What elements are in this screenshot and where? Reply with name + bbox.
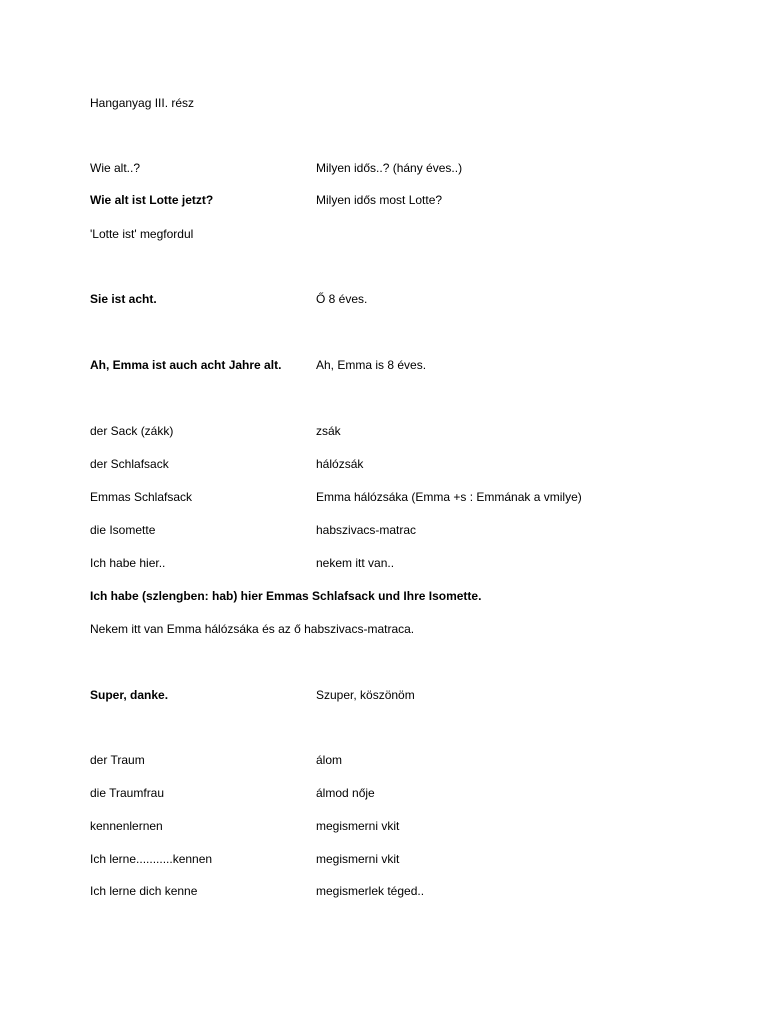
row-hu: nekem itt van.. [316, 556, 395, 570]
row-de: Ich lerne dich kenne [90, 884, 198, 898]
row-hu: álmod nője [316, 786, 375, 800]
row-de: Sie ist acht. [90, 292, 157, 306]
row-de: 'Lotte ist' megfordul [90, 227, 194, 241]
document-title: Hanganyag III. rész [90, 96, 195, 110]
row-de: der Traum [90, 753, 145, 767]
row-hu: Ő 8 éves. [316, 292, 368, 306]
sentence-hu: Nekem itt van Emma hálózsáka és az ő habszivacs-matraca. [90, 622, 415, 636]
row-de: Ich habe hier.. [90, 556, 166, 570]
row-de: Super, danke. [90, 688, 169, 702]
row-hu: megismerni vkit [316, 819, 400, 833]
row-de: der Schlafsack [90, 457, 169, 471]
row-hu: zsák [316, 424, 341, 438]
row-hu: álom [316, 753, 343, 767]
row-hu: hálózsák [316, 457, 364, 471]
row-hu: Szuper, köszönöm [316, 688, 415, 702]
row-de: Wie alt ist Lotte jetzt? [90, 193, 214, 207]
row-de: Ah, Emma ist auch acht Jahre alt. [90, 358, 282, 372]
row-hu: megismerlek téged.. [316, 884, 425, 898]
sentence-de: Ich habe (szlengben: hab) hier Emmas Schlafsack und Ihre Isomette. [90, 589, 482, 603]
row-hu: megismerni vkit [316, 852, 400, 866]
row-de: die Traumfrau [90, 786, 165, 800]
row-hu: Emma hálózsáka (Emma +s : Emmának a vmilye) [316, 490, 582, 504]
row-de: Ich lerne...........kennen [90, 852, 213, 866]
row-de: Wie alt..? [90, 161, 141, 175]
row-de: die Isomette [90, 523, 156, 537]
row-de: Emmas Schlafsack [90, 490, 193, 504]
row-hu: Milyen idős..? (hány éves..) [316, 161, 463, 175]
row-de: der Sack (zákk) [90, 424, 174, 438]
row-hu: habszivacs-matrac [316, 523, 417, 537]
row-hu: Ah, Emma is 8 éves. [316, 358, 427, 372]
row-de: kennenlernen [90, 819, 163, 833]
row-hu: Milyen idős most Lotte? [316, 193, 443, 207]
